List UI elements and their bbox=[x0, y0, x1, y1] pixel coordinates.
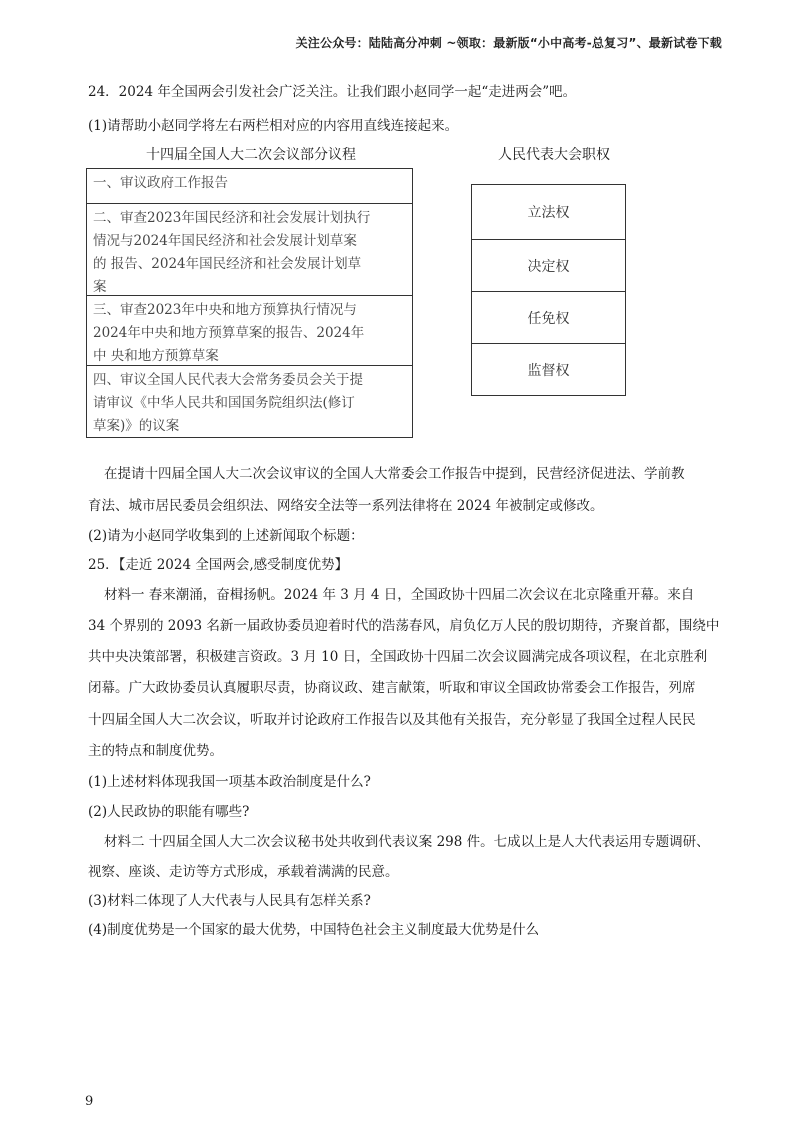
agenda-item-4: 四、审议全国人民代表大会常务委员会关于提 请审议《中华人民共和国国务院组织法(修订 草案)》的议案 bbox=[87, 365, 412, 437]
q24-passage-line-1: 在提请十四届全国人大二次会议审议的全国人大常委会工作报告中提到，民营经济促进法、学前教 bbox=[104, 466, 685, 482]
material2-line-1: 材料二 十四届全国人大二次会议秘书处共收到代表议案 298 件。七成以上是人大代表运用专题调研、 bbox=[104, 834, 710, 850]
agenda-item-2: 二、审查2023年国民经济和社会发展计划执行 情况与2024年国民经济和社会发展计划草案 的 报告、2024年国民经济和社会发展计划草 案 bbox=[87, 203, 412, 295]
q24-intro: 24．2024 年全国两会引发社会广泛关注。让我们跟小赵同学一起“走进两会”吧。 bbox=[88, 84, 577, 100]
q24-passage-line-2: 育法、城市居民委员会组织法、网络安全法等一系列法律将在 2024 年被制定或修改。 bbox=[88, 498, 604, 514]
material1-line-6: 主的特点和制度优势。 bbox=[88, 743, 223, 759]
q25-question-1: (1)上述材料体现我国一项基本政治制度是什么? bbox=[88, 774, 371, 790]
material1-line-2: 34 个界别的 2093 名新一届政协委员迎着时代的浩荡春风，肩负亿万人民的殷切期待，齐聚首都，围绕中 bbox=[88, 618, 720, 634]
powers-column-title: 人民代表大会职权 bbox=[498, 147, 610, 163]
agenda-column-title: 十四届全国人大二次会议部分议程 bbox=[146, 147, 356, 163]
power-supervision: 监督权 bbox=[472, 343, 625, 395]
powers-table bbox=[471, 184, 626, 396]
power-appointment: 任免权 bbox=[472, 291, 625, 343]
agenda-table bbox=[86, 168, 413, 438]
q25-title: 25．【走近 2024 全国两会,感受制度优势】 bbox=[88, 557, 349, 573]
q25-question-2: (2)人民政协的职能有哪些? bbox=[88, 804, 250, 820]
q25-question-4: (4)制度优势是一个国家的最大优势，中国特色社会主义制度最大优势是什么 bbox=[88, 922, 540, 938]
agenda-item-1: 一、审议政府工作报告 bbox=[93, 175, 228, 191]
power-legislative: 立法权 bbox=[527, 205, 570, 221]
material1-line-4: 闭幕。广大政协委员认真履职尽责，协商议政、建言献策，听取和审议全国政协常委会工作报告，列席 bbox=[88, 680, 696, 696]
q24-sub1: (1)请帮助小赵同学将左右两栏相对应的内容用直线连接起来。 bbox=[88, 118, 459, 134]
material1-line-5: 十四届全国人大二次会议，听取并讨论政府工作报告以及其他有关报告，充分彰显了我国全过程人民民 bbox=[88, 712, 696, 728]
page-header: 关注公众号：陆陆高分冲刺 ~领取：最新版“小中高考-总复习”、最新试卷下载 bbox=[295, 36, 722, 50]
material1-line-3: 共中央决策部署，积极建言资政。3 月 10 日，全国政协十四届二次会议圆满完成各项议程，在北京胜利 bbox=[88, 649, 708, 665]
material1-line-1: 材料一 春来潮涌，奋楫扬帆。2024 年 3 月 4 日，全国政协十四届二次会议在北京隆重开幕。来自 bbox=[104, 587, 695, 603]
material2-line-2: 视察、座谈、走访等方式形成，承载着满满的民意。 bbox=[88, 864, 399, 880]
power-decision: 决定权 bbox=[472, 239, 625, 291]
q25-question-3: (3)材料二体现了人大代表与人民具有怎样关系? bbox=[88, 893, 371, 909]
q24-sub2: (2)请为小赵同学收集到的上述新闻取个标题： bbox=[88, 528, 364, 544]
agenda-item-3: 三、审查2023年中央和地方预算执行情况与 2024年中央和地方预算草案的报告、2024年 中 央和地方预算草案 bbox=[87, 295, 412, 365]
page-number: 9 bbox=[85, 1094, 94, 1109]
